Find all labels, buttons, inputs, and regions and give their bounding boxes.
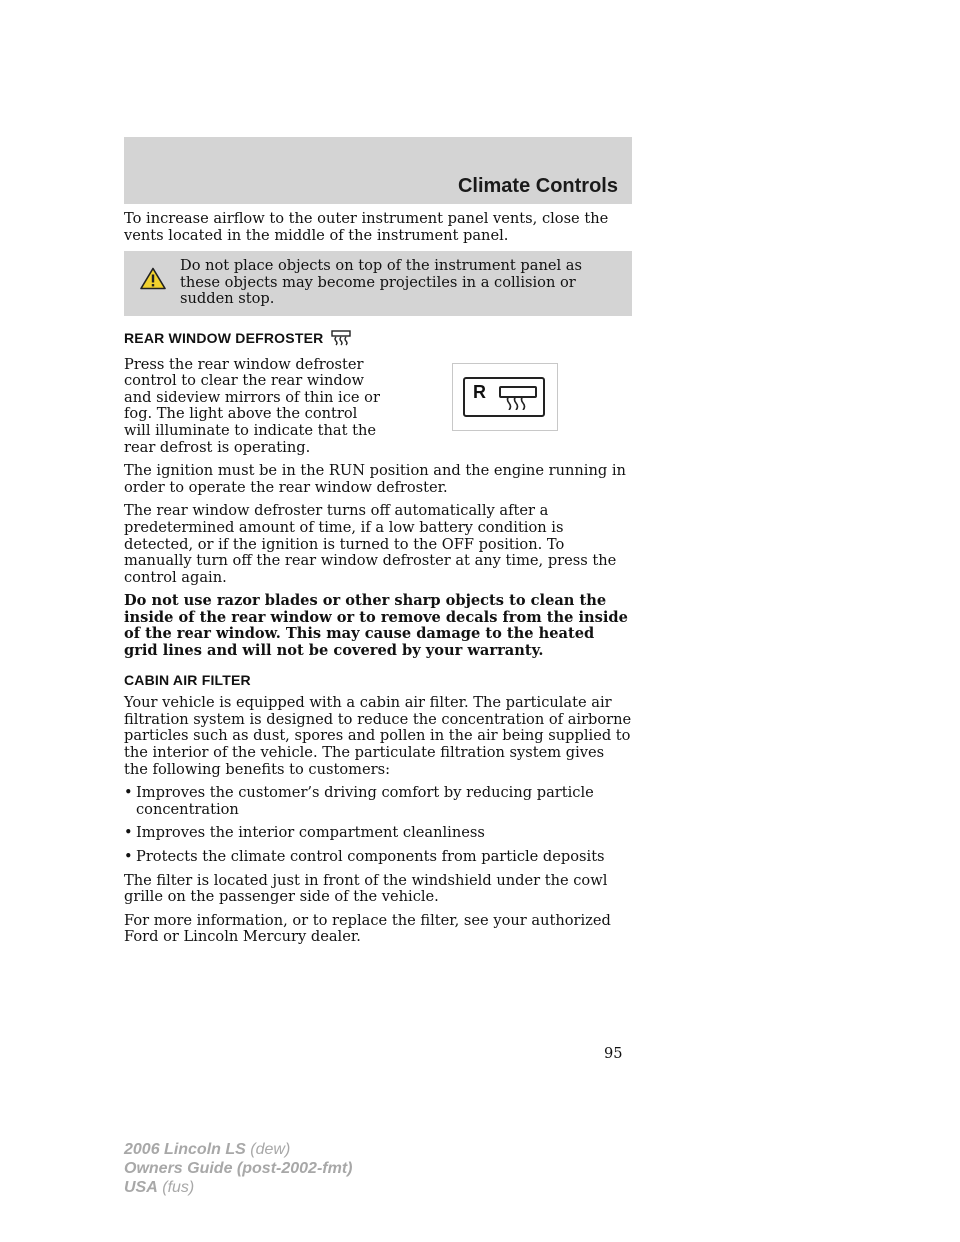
warning-box [124, 251, 632, 316]
page-number: 95 [604, 1045, 623, 1062]
defrost-waves-icon [504, 396, 528, 415]
defroster-paragraph-2: The ignition must be in the RUN position and the engine running in order to operate the rear window defroster. [124, 462, 626, 496]
list-item: • Improves the interior compartment cleanliness [124, 825, 632, 842]
list-item: • Improves the customer’s driving comfort by reducing particle concentration [124, 785, 632, 818]
footer-line-3: USA (fus) [124, 1179, 195, 1196]
control-letter: R [473, 381, 486, 402]
footer-line-2: Owners Guide (post-2002-fmt) [124, 1160, 353, 1177]
cabin-filter-benefits-list [124, 785, 632, 865]
cabin-filter-heading: CABIN AIR FILTER [124, 671, 251, 688]
document-footer [124, 1140, 352, 1197]
defroster-paragraph-1: Press the rear window defroster control to clear the rear window and sideview mirrors of thin ice or fog. The light above the control will illuminate to indicate that the rear defrost is operating. [124, 356, 380, 456]
defroster-section [124, 357, 632, 464]
footer-line-1: 2006 Lincoln LS (dew) [124, 1141, 291, 1158]
header-band [124, 137, 632, 204]
warning-text: Do not place objects on top of the instrument panel as these objects may become projectiles in a collision or sudden stop. [180, 257, 582, 308]
section-title: Climate Controls [457, 175, 618, 197]
rear-defrost-control-illustration [452, 363, 558, 431]
rear-defrost-icon [331, 330, 351, 350]
cabin-filter-paragraph-1: Your vehicle is equipped with a cabin air filter. The particulate air filtration system is designed to reduce the concentration of airborne particles such as dust, spores and pollen in the air being supplied to the interior of the vehicle. The particulate filtration system gives the following benefits to customers: [124, 694, 632, 778]
page-content [124, 211, 632, 953]
defroster-paragraph-3: The rear window defroster turns off automatically after a predetermined amount of time, if a low battery condition is detected, or if the ignition is turned to the OFF position. To manually turn off the rear window defroster at any time, press the control again. [124, 502, 617, 586]
rear-defrost-button-illustration [463, 377, 545, 417]
defroster-bold-warning: Do not use razor blades or other sharp objects to clean the inside of the rear window or to remove decals from the inside of the rear window. This may cause damage to the heated grid lines and will not be covered by your warranty. [124, 592, 628, 660]
warning-triangle-icon [140, 267, 166, 295]
intro-paragraph: To increase airflow to the outer instrument panel vents, close the vents located in the middle of the instrument panel. [124, 210, 609, 244]
cabin-filter-paragraph-2: The filter is located just in front of the windshield under the cowl grille on the passenger side of the vehicle. [124, 871, 608, 906]
list-item: • Protects the climate control components from particle deposits [124, 849, 632, 866]
cabin-filter-paragraph-3: For more information, or to replace the filter, see your authorized Ford or Lincoln Mercury dealer. [124, 911, 611, 946]
rear-defroster-heading-text: REAR WINDOW DEFROSTER [124, 329, 324, 346]
rear-defroster-heading [124, 330, 632, 350]
